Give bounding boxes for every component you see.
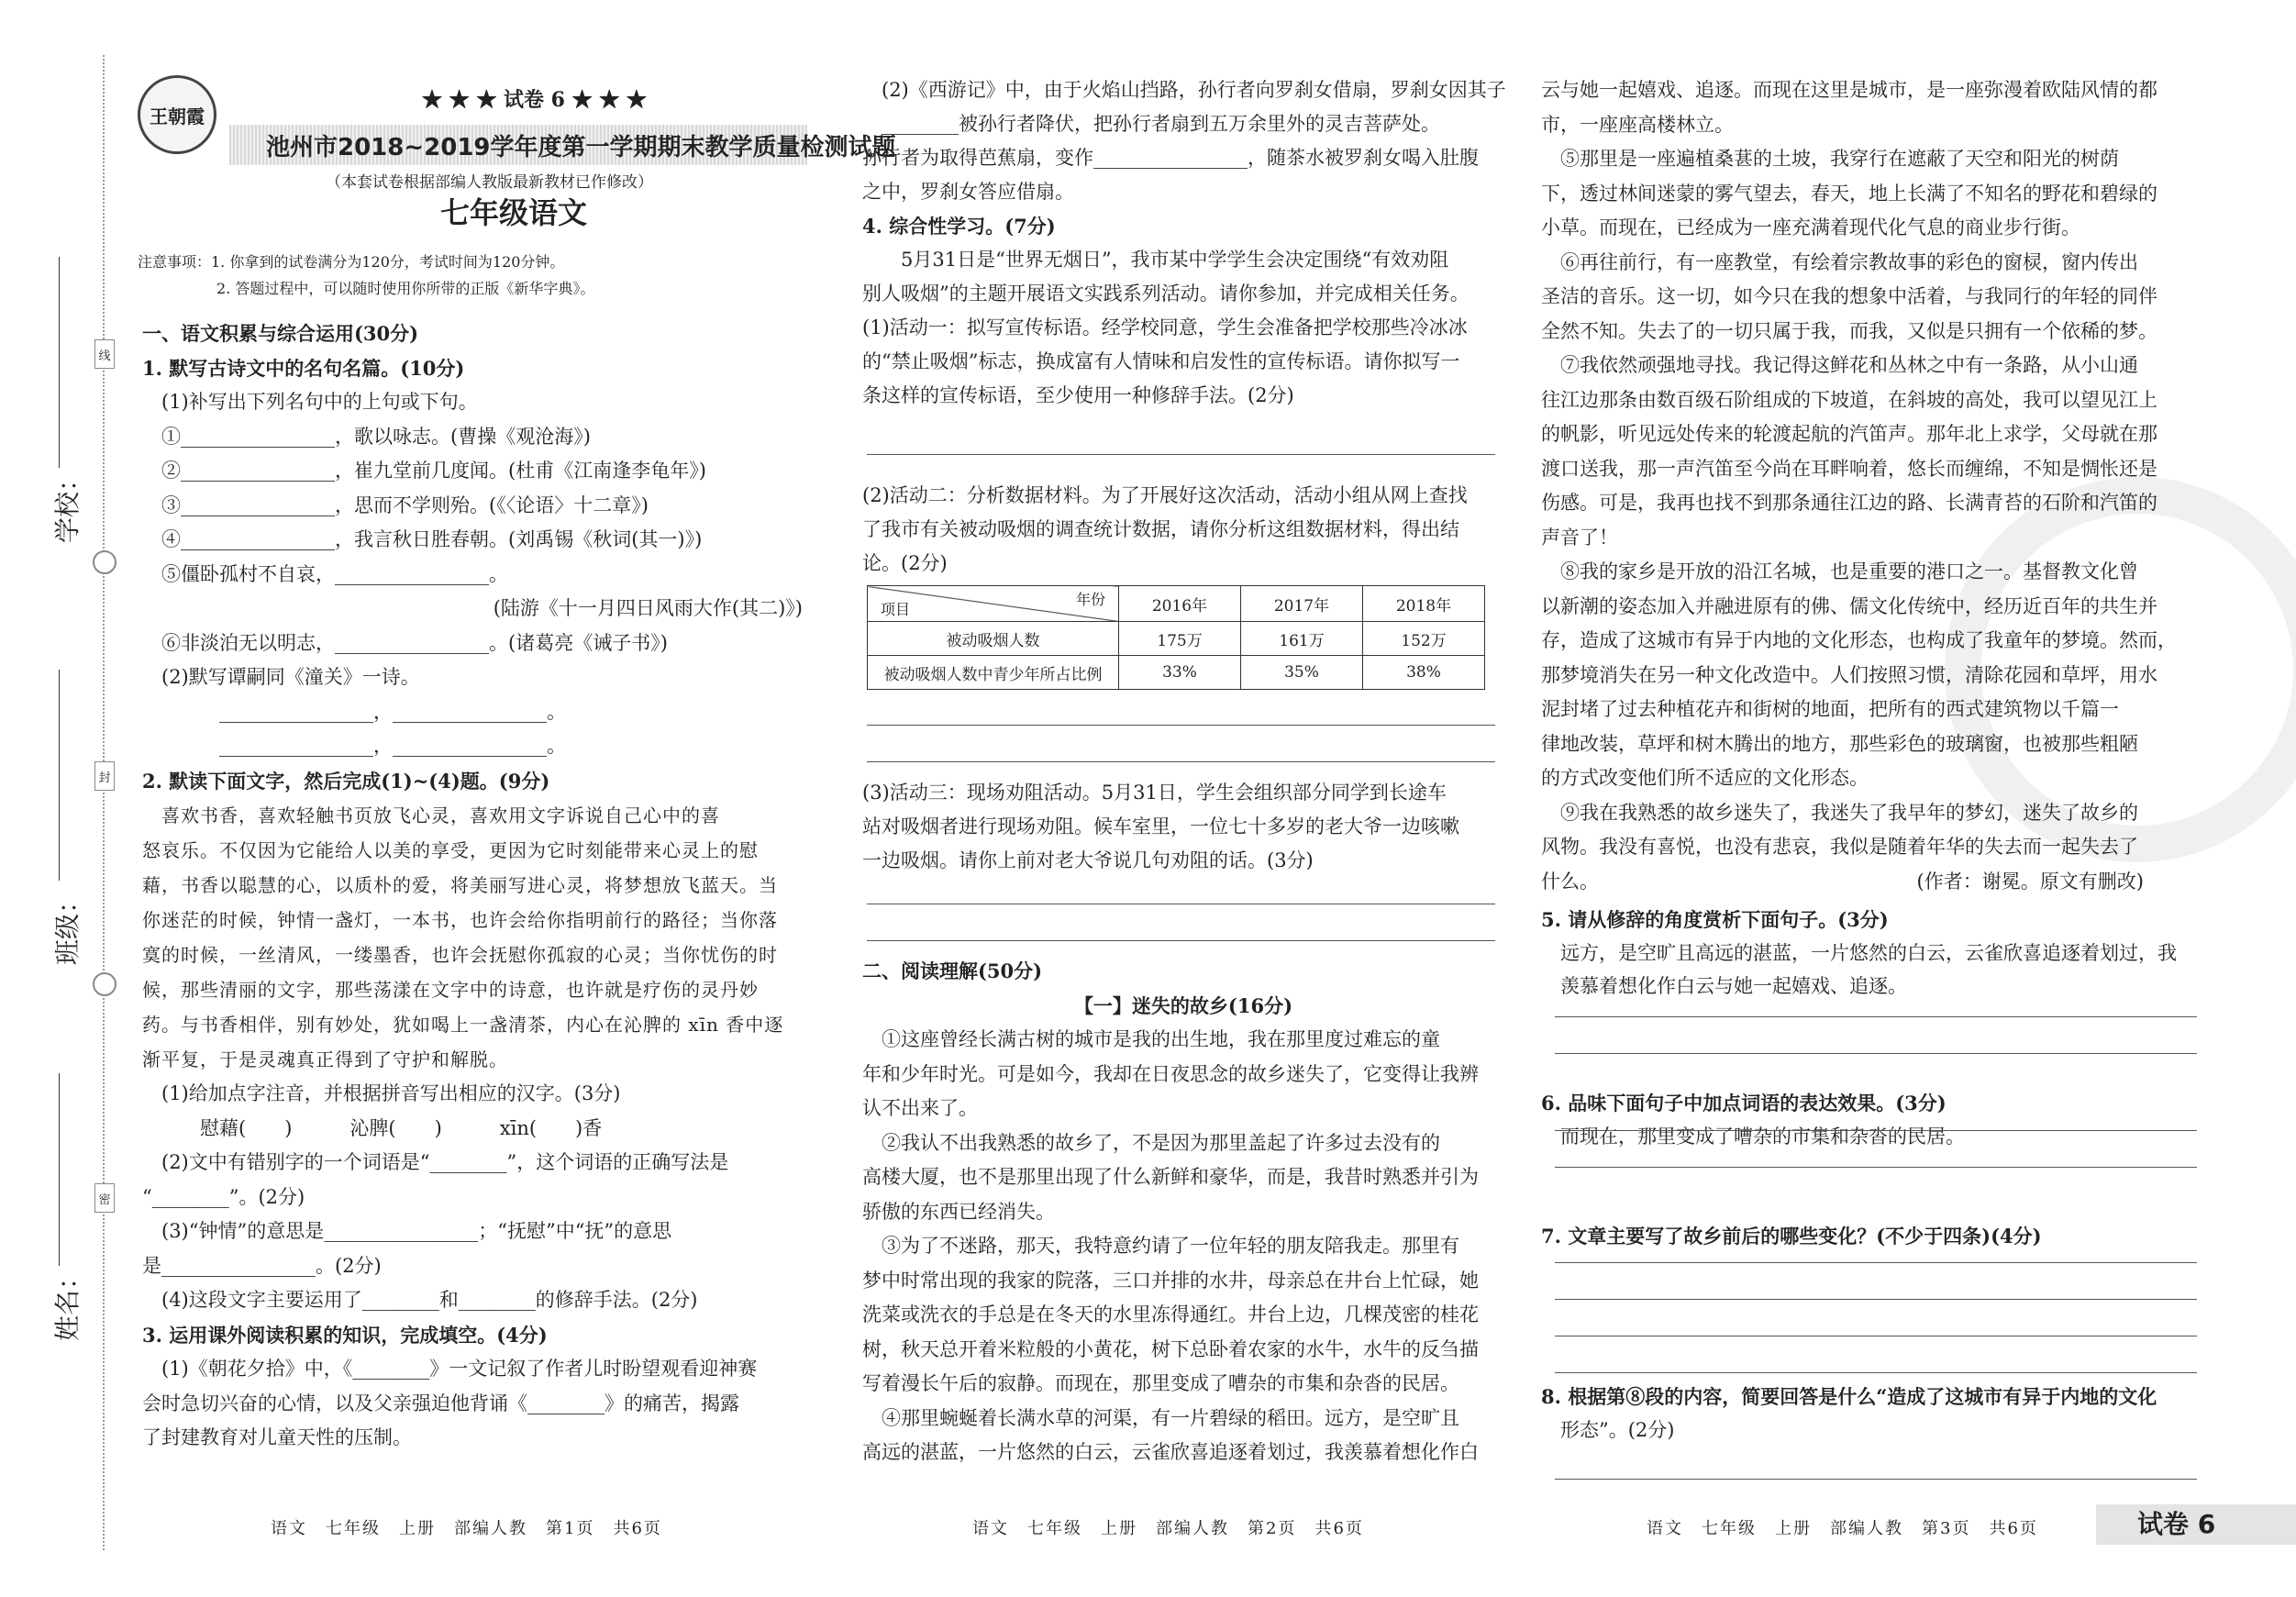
question-q8 [1541, 1381, 2197, 1447]
column-2b [862, 479, 1504, 581]
text-line: (2)《西游记》中，由于火焰山挡路，孙行者向罗刹女借扇，罗刹女因其子 [882, 79, 1506, 101]
text-line: ________________，________________。 [219, 700, 566, 723]
notice-line-2: 2. 答题过程中，可以随时使用你所带的正版《新华字典》。 [216, 280, 595, 297]
text-line: 的帆影，听见远处传来的轮渡起航的汽笛声。那年北上求学，父母就在那 [1541, 423, 2157, 445]
text-line: 孙行者为取得芭蕉扇，变作________________，随茶水被罗刹女喝入肚腹 [862, 147, 1479, 169]
table-cell: 175万 [1119, 622, 1241, 656]
text-line: (3)“钟情”的意思是________________；“抚慰”中“抚”的意思 [161, 1220, 672, 1242]
exam-title: 池州市2018~2019学年度第一学期期末教学质量检测试题 [266, 134, 896, 161]
text-line: 站对吸烟者进行现场劝阻。候车室里，一位七十多岁的老大爷一边咳嗽 [862, 815, 1459, 837]
question-text: 形态”。(2分) [1560, 1419, 1675, 1441]
table-header-year: 2017年 [1241, 586, 1363, 622]
text-line: (1)给加点字注音，并根据拼音写出相应的汉字。(3分) [161, 1082, 621, 1104]
table-cell: 35% [1241, 656, 1363, 690]
text-line: 候，那些清丽的文字，那些荡漾在文字中的诗意，也许就是疗伤的灵丹妙 [142, 979, 759, 1001]
text-line: ①这座曾经长满古树的城市是我的出生地，我在那里度过难忘的童 [882, 1028, 1440, 1050]
text-line: 写着漫长午后的寂静。而现在，那里变成了嘈杂的市集和杂沓的民居。 [862, 1372, 1459, 1394]
text-line: 3. 运用课外阅读积累的知识，完成填空。(4分) [142, 1323, 548, 1347]
text-line: 高楼大厦，也不是那里出现了什么新鲜和豪华，而是，我昔时熟悉并引为 [862, 1166, 1479, 1188]
text-line: 云与她一起嬉戏、追逐。而现在这里是城市，是一座弥漫着欧陆风情的都 [1541, 79, 2157, 101]
footer-page-2: 语文 七年级 上册 部编人教 第2页 共6页 [972, 1519, 1364, 1538]
text-line: 律地改装，草坪和树木腾出的地方，那些彩色的玻璃窗，也被那些粗陋 [1541, 732, 2138, 755]
text-line: 4. 综合性学习。(7分) [862, 215, 1056, 238]
paper-number: ★ ★ ★ 试卷 6 ★ ★ ★ [422, 88, 647, 112]
table-cell: 161万 [1241, 622, 1363, 656]
table-row [868, 656, 1485, 690]
text-line: (2)文中有错别字的一个词语是“________”，这个词语的正确写法是 [161, 1151, 729, 1173]
edition-note: （本套试卷根据部编人教版最新教材已作修改） [326, 173, 653, 192]
text-line: ③________________，思而不学则殆。(《〈论语〉十二章》) [161, 494, 649, 516]
text-line: 2. 默读下面文字，然后完成(1)~(4)题。(9分) [142, 769, 550, 793]
binding-hole-icon [93, 972, 116, 996]
answer-line[interactable] [1555, 1053, 2197, 1054]
text-line: ⑤那里是一座遍植桑葚的土坡，我穿行在遮蔽了天空和阳光的树荫 [1560, 148, 2119, 170]
text-line: 骄傲的东西已经消失。 [862, 1200, 1055, 1223]
text-line: (3)活动三：现场劝阻活动。5月31日，学生会组织部分同学到长途车 [862, 782, 1447, 804]
text-line: ②我认不出我熟悉的故乡了，不是因为那里盖起了许多过去没有的 [882, 1131, 1440, 1154]
text-line: 年和少年时光。可是如今，我却在日夜思念的故乡迷失了，它变得让我辨 [862, 1062, 1479, 1085]
text-line: 声音了！ [1541, 526, 1618, 549]
text-line: 高远的湛蓝，一片悠然的白云，云雀欣喜追逐着划过，我羡慕着想化作白 [862, 1441, 1479, 1463]
table-row-label: 被动吸烟人数中青少年所占比例 [868, 656, 1119, 690]
column-2a [862, 73, 1504, 413]
text-line: 条这样的宣传标语，至少使用一种修辞手法。(2分) [862, 384, 1294, 406]
text-line: (陆游《十一月四日风雨大作(其二)》) [493, 597, 803, 619]
grade-subject: 七年级语文 [440, 195, 588, 230]
text-line: ⑤僵卧孤村不自哀，________________。 [161, 562, 508, 585]
text-line: 泥封堵了过去种植花卉和街树的地面，把所有的西式建筑物以千篇一 [1541, 698, 2119, 720]
text-line: 存，造成了这城市有异于内地的文化形态，也构成了我童年的梦境。然而， [1541, 629, 2177, 651]
text-line: 那梦境消失在另一种文化改造中。人们按照习惯，清除花园和草坪，用水 [1541, 663, 2157, 686]
answer-line[interactable] [1555, 1479, 2197, 1480]
answer-line[interactable] [1555, 1262, 2197, 1263]
answer-line[interactable] [1555, 1130, 2197, 1131]
text-line: 认不出来了。 [862, 1097, 978, 1119]
text-line: 的“禁止吸烟”标志，换成富有人情味和启发性的宣传标语。请你拟写一 [862, 350, 1460, 372]
text-line: 寞的时候，一丝清风，一缕墨香，也许会抚慰你孤寂的心灵；当你忧伤的时 [142, 944, 778, 966]
text-line: 别人吸烟”的主题开展语文实践系列活动。请你参加，并完成相关任务。 [862, 283, 1470, 305]
footer-page-1: 语文 七年级 上册 部编人教 第1页 共6页 [271, 1519, 662, 1538]
answer-line[interactable] [867, 761, 1495, 762]
text-line: 你迷茫的时候，钟情一盏灯，一本书，也许会给你指明前行的路径；当你落 [142, 909, 778, 931]
text-line: 论。(2分) [862, 552, 948, 574]
text-line: 洗菜或洗衣的手总是在冬天的水里冻得通红。井台上边，几棵茂密的桂花 [862, 1303, 1479, 1325]
name-label: 姓名： [52, 1263, 83, 1342]
seal-mark-xian: 线 [94, 339, 115, 369]
text-line: 喜欢书香，喜欢轻触书页放飞心灵，喜欢用文字诉说自己心中的喜 [161, 804, 720, 826]
text-line: 圣洁的音乐。这一切，如今只在我的想象中活着，与我同行的年轻的同伴 [1541, 285, 2157, 307]
class-label: 班级： [52, 887, 83, 966]
answer-line[interactable] [1555, 1016, 2197, 1017]
text-line: 梦中时常出现的我家的院落，三口并排的水井，母亲总在井台上忙碌，她 [862, 1269, 1479, 1292]
text-line: 会时急切兴奋的心情，以及父亲强迫他背诵《________》的痛苦，揭露 [142, 1392, 739, 1414]
text-line: 全然不知。失去了的一切只属于我，而我，又似是只拥有一个依稀的梦。 [1541, 319, 2157, 342]
text-line: (2)默写谭嗣同《潼关》一诗。 [161, 666, 420, 688]
question-stem: 8. 根据第⑧段的内容，简要回答是什么“造成了这城市有异于内地的文化 [1541, 1385, 2157, 1408]
question-q6 [1541, 1087, 2197, 1153]
text-line: ⑥再往前行，有一座教堂，有绘着宗教故事的彩色的窗棂，窗内传出 [1560, 250, 2138, 273]
question-q7 [1541, 1220, 2197, 1253]
text-line: ⑦我依然顽强地寻找。我记得这鲜花和丛林之中有一条路，从小山通 [1560, 354, 2138, 376]
text-line: 藉，书香以聪慧的心，以质朴的爱，将美丽写进心灵，将梦想放飞蓝天。当 [142, 874, 778, 896]
answer-line[interactable] [867, 725, 1495, 726]
text-line: 一边吸烟。请你上前对老大爷说几句劝阻的话。(3分) [862, 849, 1314, 871]
answer-line[interactable] [1555, 1372, 2197, 1373]
text-line: 下，透过林间迷蒙的雾气望去，春天，地上长满了不知名的野花和碧绿的 [1541, 182, 2157, 205]
text-line: 5月31日是“世界无烟日”，我市某中学学生会决定围绕“有效劝阻 [901, 249, 1449, 271]
text-line: ④________________，我言秋日胜春朝。(刘禹锡《秋词(其一)》) [161, 528, 703, 550]
text-line: 药。与书香相伴，别有妙处，犹如喝上一盏清茶，内心在沁脾的 xīn 香中逐 [142, 1014, 784, 1036]
table-corner-cell: 年份 项目 [868, 586, 1119, 622]
question-q5 [1541, 904, 2197, 1003]
text-line: 市，一座座高楼林立。 [1541, 113, 1734, 136]
answer-line[interactable] [867, 454, 1495, 455]
seal-mark-mi: 密 [94, 1183, 115, 1213]
text-line: 渡口送我，那一声汽笛至今尚在耳畔响着，悠长而缠绵，不知是惆怅还是 [1541, 457, 2157, 480]
smoking-data-table [867, 585, 1485, 690]
text-line: ①________________，歌以咏志。(曹操《观沧海》) [161, 425, 591, 448]
table-cell: 33% [1119, 656, 1241, 690]
question-text: 羡慕着想化作白云与她一起嬉戏、追逐。 [1560, 975, 1907, 997]
column-1 [142, 316, 803, 1456]
text-line: 二、阅读理解(50分) [862, 959, 1043, 982]
class-field[interactable] [59, 670, 60, 881]
text-line: ________________，________________。 [219, 735, 566, 757]
answer-line[interactable] [867, 940, 1495, 941]
text-line: 了我市有关被动吸烟的调查统计数据，请你分析这组数据材料，得出结 [862, 518, 1459, 540]
text-line: 什么。 (作者：谢冕。原文有删改) [1541, 870, 2144, 893]
text-line: (1)补写出下列名句中的上句或下句。 [161, 391, 478, 413]
text-line: 之中，罗刹女答应借扇。 [862, 181, 1074, 203]
text-line: 小草。而现在，已经成为一座充满着现代化气息的商业步行街。 [1541, 216, 2080, 238]
text-line: 的方式改变他们所不适应的文化形态。 [1541, 767, 1869, 789]
question-text: 而现在，那里变成了嘈杂的市集和杂沓的民居。 [1560, 1126, 1965, 1148]
text-line: ②________________，崔九堂前几度闻。(杜甫《江南逢李龟年》) [161, 460, 706, 482]
name-field[interactable] [59, 1073, 60, 1266]
text-line: 往江边那条由数百级石阶组成的下坡道，在斜坡的高处，我可以望见江上 [1541, 388, 2157, 411]
question-stem: 6. 品味下面句子中加点词语的表达效果。(3分) [1541, 1092, 1947, 1115]
table-cell: 38% [1363, 656, 1485, 690]
school-label: 学校： [52, 465, 83, 544]
text-line: 风物。我没有喜悦，也没有悲哀，我似是随着年华的失去而一起失去了 [1541, 836, 2138, 858]
school-field[interactable] [59, 257, 60, 468]
text-line: 慰藉( ) 沁脾( ) xīn( )香 [200, 1116, 603, 1139]
text-line: ③为了不迷路，那天，我特意约请了一位年轻的朋友陪我走。那里有 [882, 1235, 1459, 1257]
column-2c [862, 776, 1504, 878]
question-stem: 7. 文章主要写了故乡前后的哪些变化？(不少于四条)(4分) [1541, 1225, 2042, 1248]
text-line: (1)活动一：拟写宣传标语。经学校同意，学生会准备把学校那些冷冰冰 [862, 316, 1468, 338]
text-line: (1)《朝花夕拾》中，《________》一文记叙了作者儿时盼望观看迎神赛 [161, 1358, 758, 1380]
text-line: “________”。(2分) [142, 1185, 305, 1208]
text-line: 1. 默写古诗文中的名句名篇。(10分) [142, 356, 465, 380]
text-line: ⑧我的家乡是开放的沿江名城，也是重要的港口之一。基督教文化曾 [1560, 560, 2138, 582]
footer-page-3: 语文 七年级 上册 部编人教 第3页 共6页 [1647, 1519, 2038, 1538]
question-stem: 5. 请从修辞的角度赏析下面句子。(3分) [1541, 908, 1889, 931]
text-line: ⑥非淡泊无以明志，________________。(诸葛亮《诫子书》) [161, 631, 668, 654]
table-header-year: 2018年 [1363, 586, 1485, 622]
text-line: 是________________。(2分) [142, 1254, 382, 1277]
binding-line [103, 55, 105, 1550]
logo-seal: 王朝霞 [138, 75, 216, 154]
binding-hole-icon [93, 550, 116, 574]
text-line: ________被孙行者降伏，把孙行者扇到五万余里外的灵吉菩萨处。 [882, 113, 1440, 135]
table-header-year: 2016年 [1119, 586, 1241, 622]
text-line: ④那里蜿蜒着长满水草的河渠，有一片碧绿的稻田。远方，是空旷且 [882, 1406, 1459, 1429]
notice-line-1: 注意事项：1. 你拿到的试卷满分为120分，考试时间为120分钟。 [138, 253, 565, 271]
column-2d [862, 954, 1504, 1470]
text-line: 以新潮的姿态加入并融进原有的佛、儒文化传统中，经历近百年的共生并 [1541, 594, 2157, 617]
answer-line[interactable] [1555, 1299, 2197, 1300]
question-text: 远方，是空旷且高远的湛蓝，一片悠然的白云，云雀欣喜追逐着划过，我 [1560, 942, 2177, 964]
text-line: 【一】迷失的故乡(16分) [1073, 993, 1293, 1017]
text-line: 怒哀乐。不仅因为它能给人以美的享受，更因为它时刻能带来心灵上的慰 [142, 839, 759, 861]
text-line: 一、语文积累与综合运用(30分) [142, 322, 419, 345]
corner-paper-number: 试卷 6 [2137, 1509, 2216, 1539]
answer-line[interactable] [1555, 1167, 2197, 1168]
table-row-label: 被动吸烟人数 [868, 622, 1119, 656]
text-line: ⑨我在我熟悉的故乡迷失了，我迷失了我早年的梦幻，迷失了故乡的 [1560, 801, 2138, 824]
table-cell: 152万 [1363, 622, 1485, 656]
seal-mark-feng: 封 [94, 761, 115, 791]
text-line: (2)活动二：分析数据材料。为了开展好这次活动，活动小组从网上查找 [862, 484, 1468, 506]
text-line: (4)这段文字主要运用了________和________的修辞手法。(2分) [161, 1289, 698, 1311]
text-line: 了封建教育对儿童天性的压制。 [142, 1426, 412, 1448]
text-line: 伤感。可是，我再也找不到那条通往江边的路、长满青苔的石阶和汽笛的 [1541, 492, 2157, 514]
table-row [868, 622, 1485, 656]
text-line: 树，秋天总开着米粒般的小黄花，树下总卧着农家的水牛，水牛的反刍描 [862, 1337, 1479, 1360]
text-line: 渐平复，于是灵魂真正得到了守护和解脱。 [142, 1048, 508, 1070]
